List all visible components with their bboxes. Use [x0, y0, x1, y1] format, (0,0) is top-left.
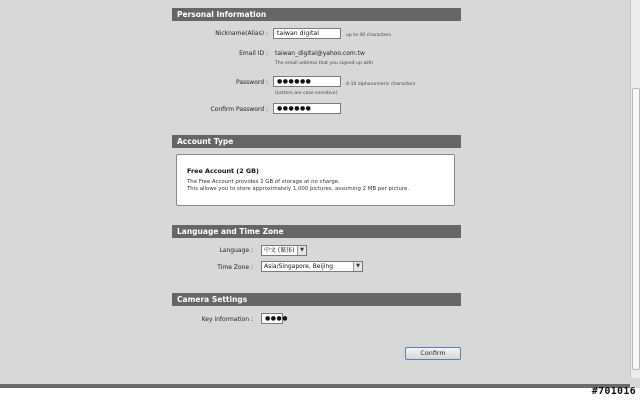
confirm-password-input[interactable]: ●●●●●● [273, 103, 341, 114]
language-select-value: 中文 (繁体) [264, 247, 295, 254]
account-description-line-2: This allows you to store approximately 1,000 pictures, assuming 2 MB per picture. [187, 186, 410, 192]
chevron-down-icon: ▼ [353, 262, 362, 271]
password-case-note: (Letters are case sensitive) [275, 91, 338, 96]
vertical-scrollbar[interactable] [630, 0, 640, 378]
key-information-label: Key information : [201, 316, 253, 323]
password-hint: 4-10 alphanumeric characters [346, 82, 416, 87]
time-zone-select-value: Asia/Singapore, Beijing [264, 263, 334, 270]
password-input[interactable]: ●●●●●● [273, 76, 341, 87]
account-title: Free Account (2 GB) [187, 167, 259, 175]
language-select[interactable] [261, 245, 307, 256]
section-header-personal-information: Personal Information [172, 8, 461, 21]
confirm-password-label: Confirm Password : [210, 106, 268, 113]
nickname-input[interactable]: taiwan digital [273, 28, 341, 39]
footer-strip [0, 388, 640, 400]
section-header-camera-settings: Camera Settings [172, 293, 461, 306]
language-label: Language : [219, 247, 253, 254]
watermark-id: #701016 [591, 386, 636, 397]
chevron-down-icon: ▼ [297, 246, 306, 255]
email-label: Email ID : [239, 50, 268, 57]
time-zone-label: Time Zone : [217, 264, 253, 271]
key-information-input[interactable]: ●●●● [261, 313, 283, 324]
email-hint: The email address that you signed up with [275, 61, 374, 66]
scrollbar-thumb[interactable] [632, 88, 640, 370]
email-value: taiwan_digital@yahoo.com.tw [275, 50, 365, 57]
confirm-button[interactable]: Confirm [405, 347, 461, 360]
nickname-hint: up to 40 characters [346, 33, 392, 38]
section-header-account-type: Account Type [172, 135, 461, 148]
section-header-language-time-zone: Language and Time Zone [172, 225, 461, 238]
password-label: Password : [236, 79, 268, 86]
time-zone-select[interactable] [261, 261, 363, 272]
nickname-label: Nickname(Alias) : [215, 30, 268, 37]
account-type-box [176, 154, 455, 206]
account-description-line-1: The Free Account provides 2 GB of storage at no charge. [187, 179, 340, 185]
